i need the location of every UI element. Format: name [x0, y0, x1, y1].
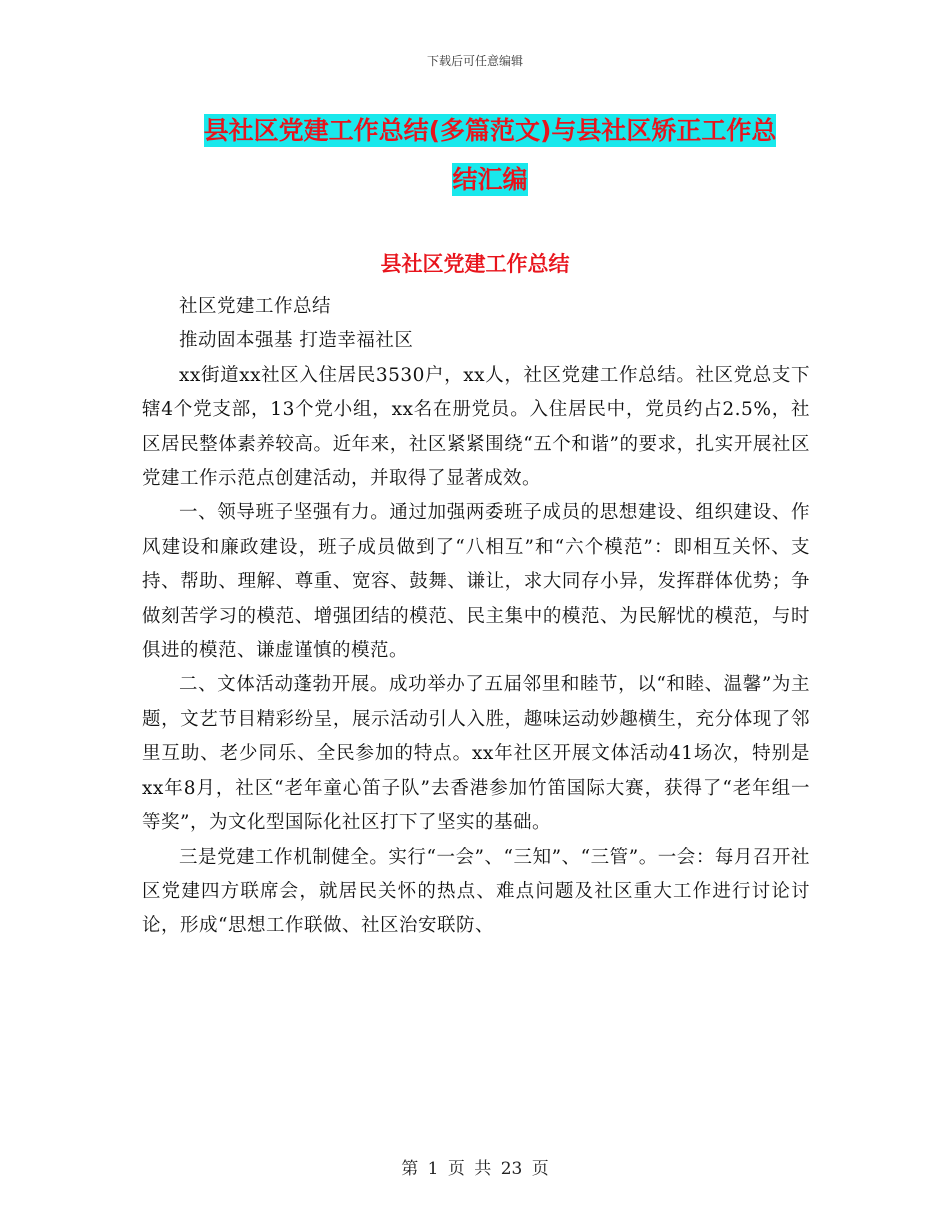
paragraph-1: 社区党建工作总结: [179, 296, 332, 317]
page-number: 第 1 页 共 23 页: [401, 1159, 549, 1179]
paragraph-3: xx街道xx社区入住居民3530户，xx人，社区党建工作总结。社区党总支下辖4个党支部，13个党小组，xx名在册党员。入住居民中，党员约占2.5%，社区居民整体素养较高。近年来，社区紧紧围绕“五个和谐”的要求，扎实开展社区党建工作示范点创建活动，并取得了显著成效。: [142, 364, 810, 490]
paragraph-5: 二、文体活动蓬勃开展。成功举办了五届邻里和睦节，以“和睦、温馨”为主题，文艺节目精彩纷呈，展示活动引人入胜，趣味运动妙趣横生，充分体现了邻里互助、老少同乐、全民参加的特点。xx年社区开展文体活动41场次，特别是xx年8月，社区“老年童心笛子队”去香港参加竹笛国际大赛，获得了“老年组一等奖”，为文化型国际化社区打下了坚实的基础。: [142, 674, 810, 834]
document-title: [140, 106, 840, 204]
paragraph-2: 推动固本强基 打造幸福社区: [179, 330, 414, 352]
document-body: [142, 290, 810, 944]
document-title-line-2: 结汇编: [452, 165, 528, 194]
paragraph-6: 三是党建工作机制健全。实行“一会”、“三知”、“三管”。一会：每月召开社区党建四方联席会，就居民关怀的热点、难点问题及社区重大工作进行讨论讨论，形成“思想工作联做、社区治安联防、: [142, 846, 810, 937]
document-title-line-1: 县社区党建工作总结(多篇范文)与县社区矫正工作总: [203, 116, 777, 145]
paragraph-4: 一、领导班子坚强有力。通过加强两委班子成员的思想建设、组织建设、作风建设和廉政建设，班子成员做到了“八相互”和“六个模范”：即相互关怀、支持、帮助、理解、尊重、宽容、鼓舞、谦让，求大同存小异，发挥群体优势；争做刻苦学习的模范、增强团结的模范、民主集中的模范、为民解忧的模范，与时俱进的模范、谦虚谨慎的模范。: [142, 502, 810, 662]
page-header-note: 下载后可任意编辑: [426, 54, 523, 68]
section-heading: 县社区党建工作总结: [380, 252, 570, 276]
